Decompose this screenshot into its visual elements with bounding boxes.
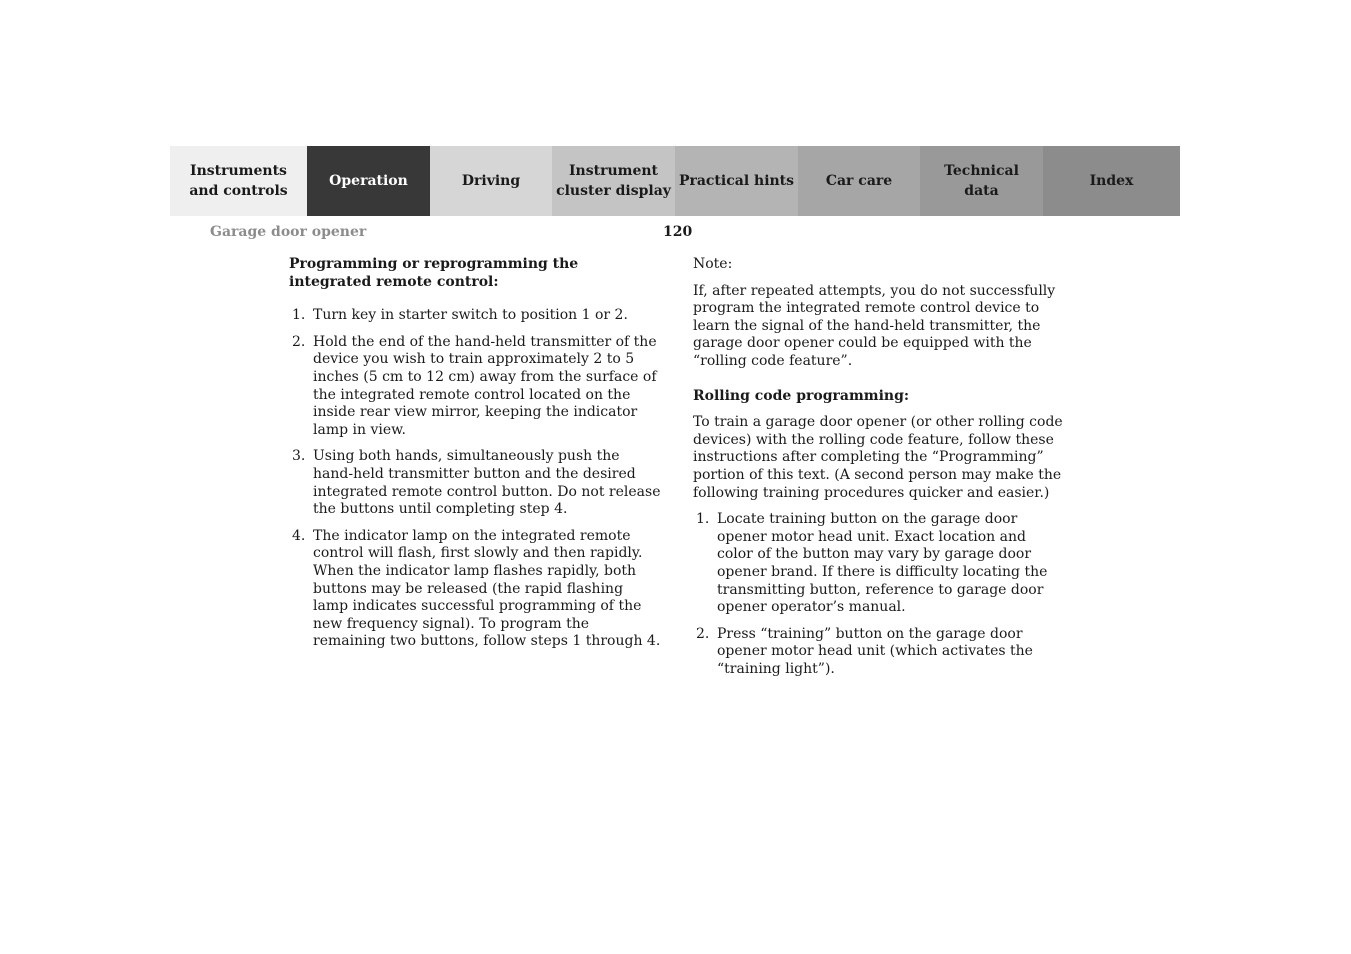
tab-operation[interactable]: Operation <box>307 146 430 216</box>
step-number: 1. <box>292 307 306 324</box>
tab-driving[interactable]: Driving <box>430 146 552 216</box>
tab-instrument-cluster-display[interactable]: Instrument cluster display <box>552 146 675 216</box>
step-number: 1. <box>696 511 710 528</box>
tab-index[interactable]: Index <box>1043 146 1180 216</box>
list-item <box>289 307 661 325</box>
programming-steps <box>289 307 661 651</box>
step-text: The indicator lamp on the integrated remote control will flash, first slowly and then rapidly. When the indicator lamp flashes rapidly, both buttons may be released (the rapid flashing lamp indicates successful programming of the new frequency signal). To program the remaining two buttons, follow steps 1 through 4. <box>313 527 661 650</box>
programming-heading: Programming or reprogramming the integrated remote control: <box>289 256 579 290</box>
step-text: Using both hands, simultaneously push the hand-held transmitter button and the desired integrated remote control button. Do not release the buttons until completing step 4. <box>313 448 661 518</box>
list-item <box>693 626 1065 679</box>
step-text: Hold the end of the hand-held transmitter of the device you wish to train approximately 2 to 5 inches (5 cm to 12 cm) away from the surface of the integrated remote control located on the inside rear view mirror, keeping the indicator lamp in view. <box>313 333 657 438</box>
step-text: Press “training” button on the garage door opener motor head unit (which activates the “training light”). <box>717 625 1033 677</box>
list-item <box>289 448 661 518</box>
page-number: 120 <box>663 224 693 240</box>
rolling-code-heading: Rolling code programming: <box>693 387 910 404</box>
step-number: 4. <box>292 527 306 544</box>
rolling-code-steps <box>693 511 1065 678</box>
right-column <box>693 256 1065 687</box>
chapter-tab-bar <box>170 146 1180 216</box>
note-label: Note: <box>693 256 733 272</box>
step-number: 3. <box>292 448 306 465</box>
tab-instruments-and-controls[interactable]: Instruments and controls <box>170 146 307 216</box>
section-title: Garage door opener <box>210 224 367 240</box>
tab-practical-hints[interactable]: Practical hints <box>675 146 798 216</box>
step-number: 2. <box>292 333 306 350</box>
step-text: Locate training button on the garage door opener motor head unit. Exact location and color of the button may vary by garage door opener brand. If there is difficulty locating the transmitting button, reference to garage door opener operator’s manual. <box>717 511 1048 616</box>
list-item <box>693 511 1065 617</box>
note-text: If, after repeated attempts, you do not successfully program the integrated remote control device to learn the signal of the hand-held transmitter, the garage door opener could be equipped with the “rolling code feature”. <box>693 282 1056 369</box>
list-item <box>289 334 661 440</box>
step-text: Turn key in starter switch to position 1 or 2. <box>313 307 628 324</box>
list-item <box>289 528 661 651</box>
left-column <box>289 256 661 660</box>
tab-car-care[interactable]: Car care <box>798 146 920 216</box>
rolling-code-intro: To train a garage door opener (or other rolling code devices) with the rolling code feature, follow these instructions after completing the “Programming” portion of this text. (A second person may make the following training procedures quicker and easier.) <box>693 414 1063 501</box>
tab-technical-data[interactable]: Technical data <box>920 146 1043 216</box>
step-number: 2. <box>696 625 710 642</box>
